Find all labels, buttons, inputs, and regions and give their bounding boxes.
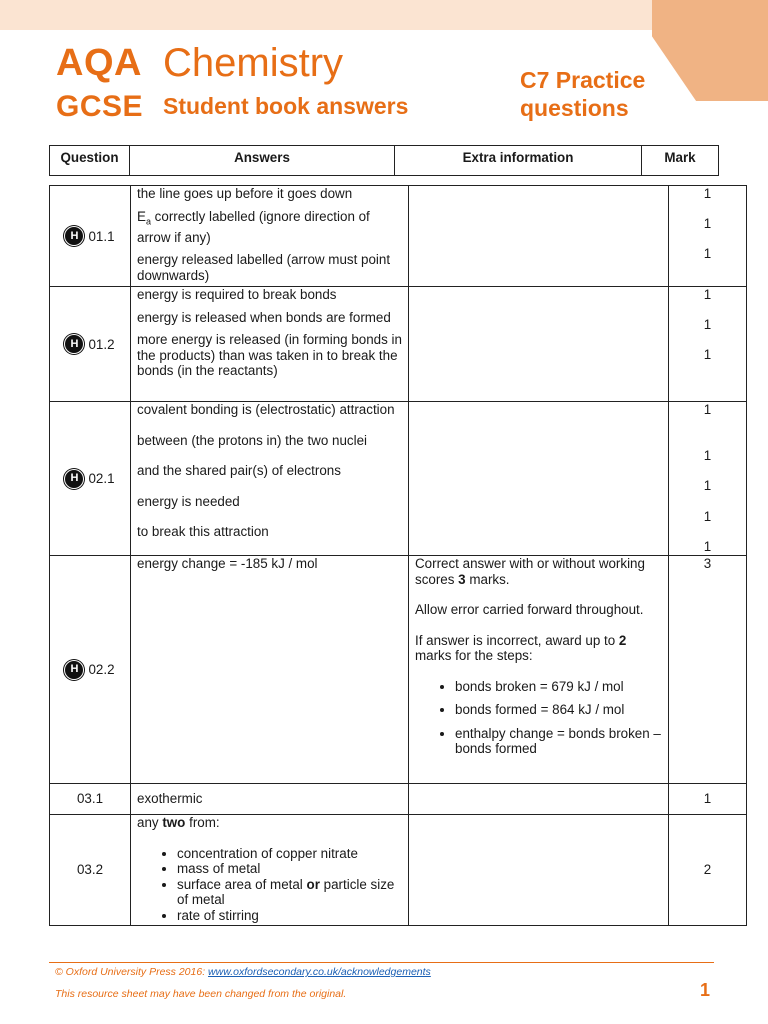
list-text: particle size of metal: [177, 876, 395, 907]
extra-line: Allow error carried forward throughout.: [415, 602, 644, 617]
answer-subscript: a: [145, 216, 151, 227]
copyright-text: © Oxford University Press 2016:: [55, 966, 209, 978]
question-cell: [50, 815, 131, 926]
answer-text: E: [137, 208, 146, 224]
mark-cell: [669, 287, 747, 402]
question-cell: [50, 556, 131, 784]
list-item: • rate of stirring: [177, 908, 402, 924]
mark-value: 1: [703, 478, 712, 493]
mark-value: 1: [703, 402, 712, 417]
mark-value: 2: [703, 862, 712, 878]
mark-value: 1: [703, 539, 712, 554]
mark-value: 1: [703, 508, 712, 524]
mark-cell: [669, 556, 747, 784]
answer-line: energy is required to break bonds: [137, 287, 337, 302]
higher-tier-icon: H: [65, 227, 83, 245]
answers-cell: [131, 287, 409, 402]
extra-text: If answer is incorrect, award up to: [415, 632, 619, 648]
answer-line: exothermic: [137, 791, 203, 807]
header-row: [50, 146, 719, 176]
answer-line: between (the protons in) the two nuclei: [137, 432, 368, 448]
question-cell: [50, 287, 131, 402]
chapter-title: [520, 66, 700, 122]
table-row: [50, 815, 747, 926]
list-item: • enthalpy change = bonds broken – bonds formed: [455, 726, 662, 757]
brand-gcse: GCSE: [56, 90, 144, 123]
answer-line: and the shared pair(s) of electrons: [137, 463, 341, 478]
answers-cell: [131, 784, 409, 815]
higher-tier-icon: H: [65, 335, 83, 353]
acknowledgements-link[interactable]: www.oxfordsecondary.co.uk/acknowledgements: [208, 966, 431, 978]
higher-tier-icon: H: [65, 470, 83, 488]
answers-cell: [131, 815, 409, 926]
extra-line: [415, 633, 662, 664]
answer-line: the line goes up before it goes down: [137, 186, 353, 201]
chapter-title-line2: questions: [520, 95, 629, 121]
answer-text: correctly labelled (ignore direction of arrow if any): [137, 208, 370, 245]
list-item: • concentration of copper nitrate: [177, 846, 402, 862]
answer-line: covalent bonding is (electrostatic) attraction: [137, 402, 395, 417]
list-item: • bonds formed = 864 kJ / mol: [455, 702, 662, 718]
col-mark: Mark: [642, 146, 719, 176]
extra-cell: [409, 815, 669, 926]
extra-cell: [409, 784, 669, 815]
table-row: [50, 287, 747, 402]
question-cell: [50, 402, 131, 556]
answers-cell: [131, 402, 409, 556]
book-title: Student book answers: [163, 93, 409, 119]
table-row: [50, 784, 747, 815]
extra-cell: [409, 402, 669, 556]
brand-subject: Chemistry: [163, 41, 344, 85]
table-row: [50, 402, 747, 556]
extra-cell: [409, 186, 669, 287]
question-number: 02.2: [88, 662, 115, 678]
footer-note: This resource sheet may have been changed from the original.: [55, 988, 347, 1000]
page-number: 1: [700, 980, 711, 1000]
answer-bold: two: [162, 815, 186, 830]
extra-bold: 3: [458, 571, 466, 587]
question-cell: [50, 186, 131, 287]
mark-value: 1: [703, 186, 712, 201]
factors-list: [137, 846, 402, 924]
answer-line: energy released labelled (arrow must point downwards): [137, 252, 391, 283]
header-table: [49, 145, 719, 176]
extra-cell: [409, 556, 669, 784]
extra-bold: 2: [618, 632, 627, 648]
col-question: Question: [50, 146, 130, 176]
answer-line: energy is needed: [137, 493, 240, 509]
table-row: [50, 556, 747, 784]
extra-text: marks for the steps:: [415, 648, 533, 663]
answer-line: energy change = -185 kJ / mol: [137, 556, 318, 571]
chapter-title-line1: C7 Practice: [520, 67, 646, 93]
footer-copyright: [55, 966, 431, 978]
brand-aqa: AQA: [56, 42, 142, 84]
answer-line: to break this attraction: [137, 524, 269, 539]
list-text: surface area of metal: [177, 876, 307, 892]
answer-line: [137, 815, 402, 831]
list-item: • bonds broken = 679 kJ / mol: [455, 679, 662, 695]
list-bold: or: [306, 876, 320, 892]
answer-line: [137, 209, 402, 246]
table-row: [50, 186, 747, 287]
higher-tier-icon: H: [65, 661, 83, 679]
list-item: [177, 877, 402, 908]
footer-rule: [49, 962, 714, 963]
answer-text: any: [137, 815, 163, 830]
mark-value: 1: [703, 246, 712, 261]
mark-value: 3: [703, 556, 712, 571]
mark-cell: [669, 815, 747, 926]
question-number: 01.1: [88, 228, 115, 244]
answer-line: more energy is released (in forming bonds in the products) than was taken in to break the bonds (in the reactants): [137, 332, 402, 378]
answer-line: energy is released when bonds are formed: [137, 309, 391, 325]
marking-steps-list: [415, 679, 662, 757]
col-extra: Extra information: [395, 146, 642, 176]
mark-value: 1: [703, 791, 712, 807]
question-number: 03.2: [76, 862, 104, 878]
answer-text: from:: [185, 815, 220, 830]
answers-cell: [131, 186, 409, 287]
question-number: 03.1: [76, 791, 104, 807]
extra-line: [415, 556, 662, 587]
mark-cell: [669, 784, 747, 815]
mark-value: 1: [703, 215, 712, 231]
mark-value: 1: [703, 447, 712, 463]
mark-value: 1: [703, 347, 712, 362]
mark-value: 1: [703, 316, 712, 332]
mark-cell: [669, 402, 747, 556]
extra-text: marks.: [465, 571, 510, 587]
extra-text: Correct answer with or without working scores: [415, 556, 645, 587]
extra-cell: [409, 287, 669, 402]
col-answers: Answers: [130, 146, 395, 176]
list-item: • mass of metal: [177, 861, 402, 877]
answers-cell: [131, 556, 409, 784]
question-cell: [50, 784, 131, 815]
question-number: 02.1: [88, 471, 115, 487]
mark-value: 1: [703, 287, 712, 302]
question-number: 01.2: [88, 336, 115, 352]
answers-table: [49, 185, 747, 926]
mark-cell: [669, 186, 747, 287]
